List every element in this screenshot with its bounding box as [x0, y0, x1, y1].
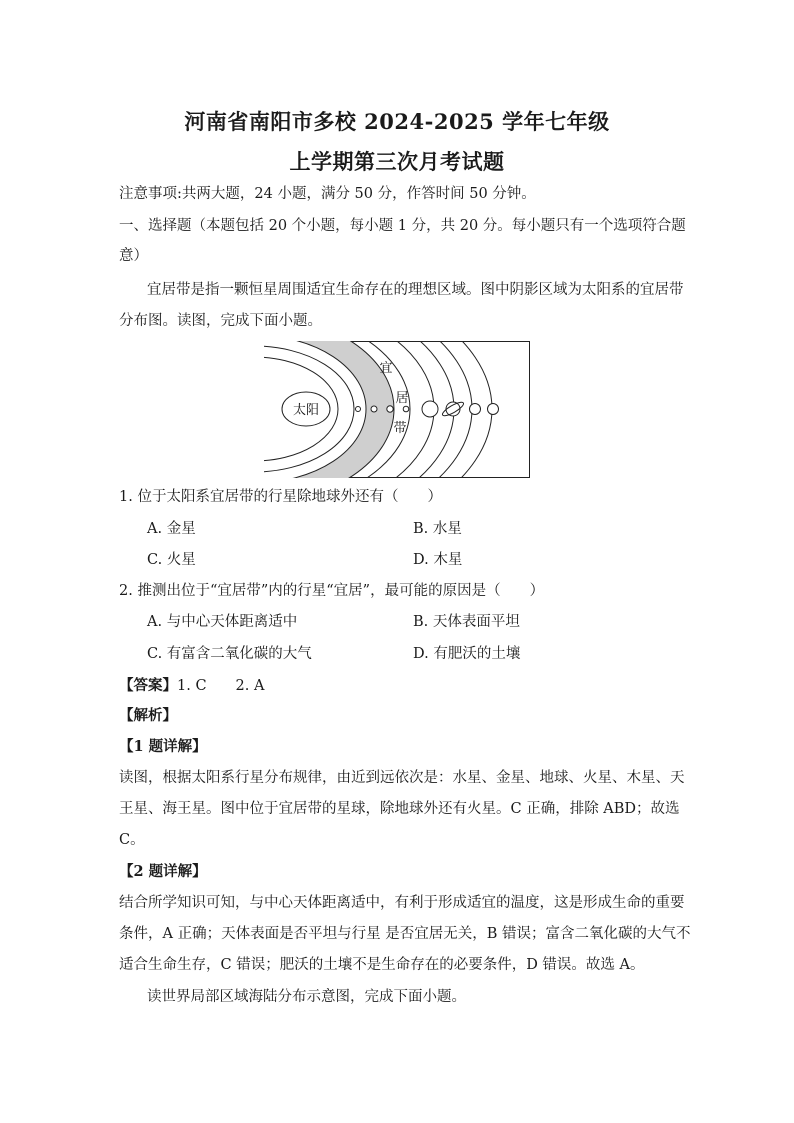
sun-label: 太阳 [292, 403, 320, 418]
document-title-line1: 河南省南阳市多校 2024-2025 学年七年级 [184, 109, 610, 134]
planet-earth-icon [387, 406, 393, 412]
planet-mercury-icon [356, 407, 361, 412]
detail-1-label: 【1 题详解】 [119, 738, 207, 755]
detail-1-text-end: C。 [119, 832, 145, 848]
question-2-option-d: D. 有肥沃的土壤 [413, 646, 521, 662]
question-1-option-b: B. 水星 [413, 521, 462, 537]
question-1-option-d: D. 木星 [413, 552, 463, 568]
exam-notice: 注意事项:共两大题，24 小题，满分 50 分，作答时间 50 分钟。 [119, 186, 536, 202]
detail-1-text-cont: 王星、海王星。图中位于宜居带的星球，除地球外还有火星。C 正确，排除 ABD；故选 [119, 801, 680, 817]
planet-saturn-icon [446, 402, 460, 416]
detail-2-text-cont: 条件，A 正确；天体表面是否平坦与行星 是否宜居无关，B 错误；富含二氧化碳的大气不 [119, 926, 691, 942]
question-2-stem: 2. 推测出位于“宜居带”内的行星“宜居”，最可能的原因是（ ） [119, 583, 545, 599]
detail-2-text: 结合所学知识可知，与中心天体距离适中，有利于形成适宜的温度，这是形成生命的重要 [119, 895, 685, 911]
question-2-option-c: C. 有富含二氧化碳的大气 [147, 646, 312, 662]
planet-venus-icon [371, 406, 377, 412]
document-title-line2: 上学期第三次月考试题 [289, 149, 505, 174]
planet-mars-icon [403, 406, 409, 412]
question-2-option-a: A. 与中心天体距离适中 [147, 614, 298, 630]
planet-jupiter-icon [422, 401, 438, 417]
analysis-label: 【解析】 [119, 707, 177, 724]
zone-label-2: 居 [395, 391, 409, 406]
section-heading-cont: 意） [119, 248, 148, 264]
habitable-zone-figure [264, 341, 530, 478]
question-1-option-a: A. 金星 [147, 521, 196, 537]
zone-label-3: 带 [393, 421, 407, 436]
intro-paragraph-cont: 分布图。读图，完成下面小题。 [119, 313, 322, 329]
answer-label: 【答案】 [119, 677, 177, 694]
zone-label-1: 宜 [379, 361, 393, 376]
detail-2-text-end: 适合生命生存，C 错误；肥沃的土壤不是生命存在的必要条件，D 错误。故选 A。 [119, 957, 645, 973]
intro-paragraph: 宜居带是指一颗恒星周围适宜生命存在的理想区域。图中阴影区域为太阳系的宜居带 [147, 282, 684, 298]
question-1-option-c: C. 火星 [147, 552, 196, 568]
next-section-intro: 读世界局部区域海陆分布示意图，完成下面小题。 [147, 989, 466, 1005]
planet-uranus-icon [470, 404, 481, 415]
answer-text: 1. C 2. A [177, 678, 265, 694]
detail-1-text: 读图，根据太阳系行星分布规律，由近到远依次是：水星、金星、地球、火星、木星、天 [119, 770, 685, 786]
planet-neptune-icon [488, 404, 499, 415]
section-heading: 一、选择题（本题包括 20 个小题，每小题 1 分，共 20 分。每小题只有一个选项符合题 [119, 218, 686, 234]
detail-2-label: 【2 题详解】 [119, 863, 207, 880]
question-2-option-b: B. 天体表面平坦 [413, 614, 520, 630]
answer-row [119, 676, 679, 696]
question-1-stem: 1. 位于太阳系宜居带的行星除地球外还有（ ） [119, 489, 442, 505]
